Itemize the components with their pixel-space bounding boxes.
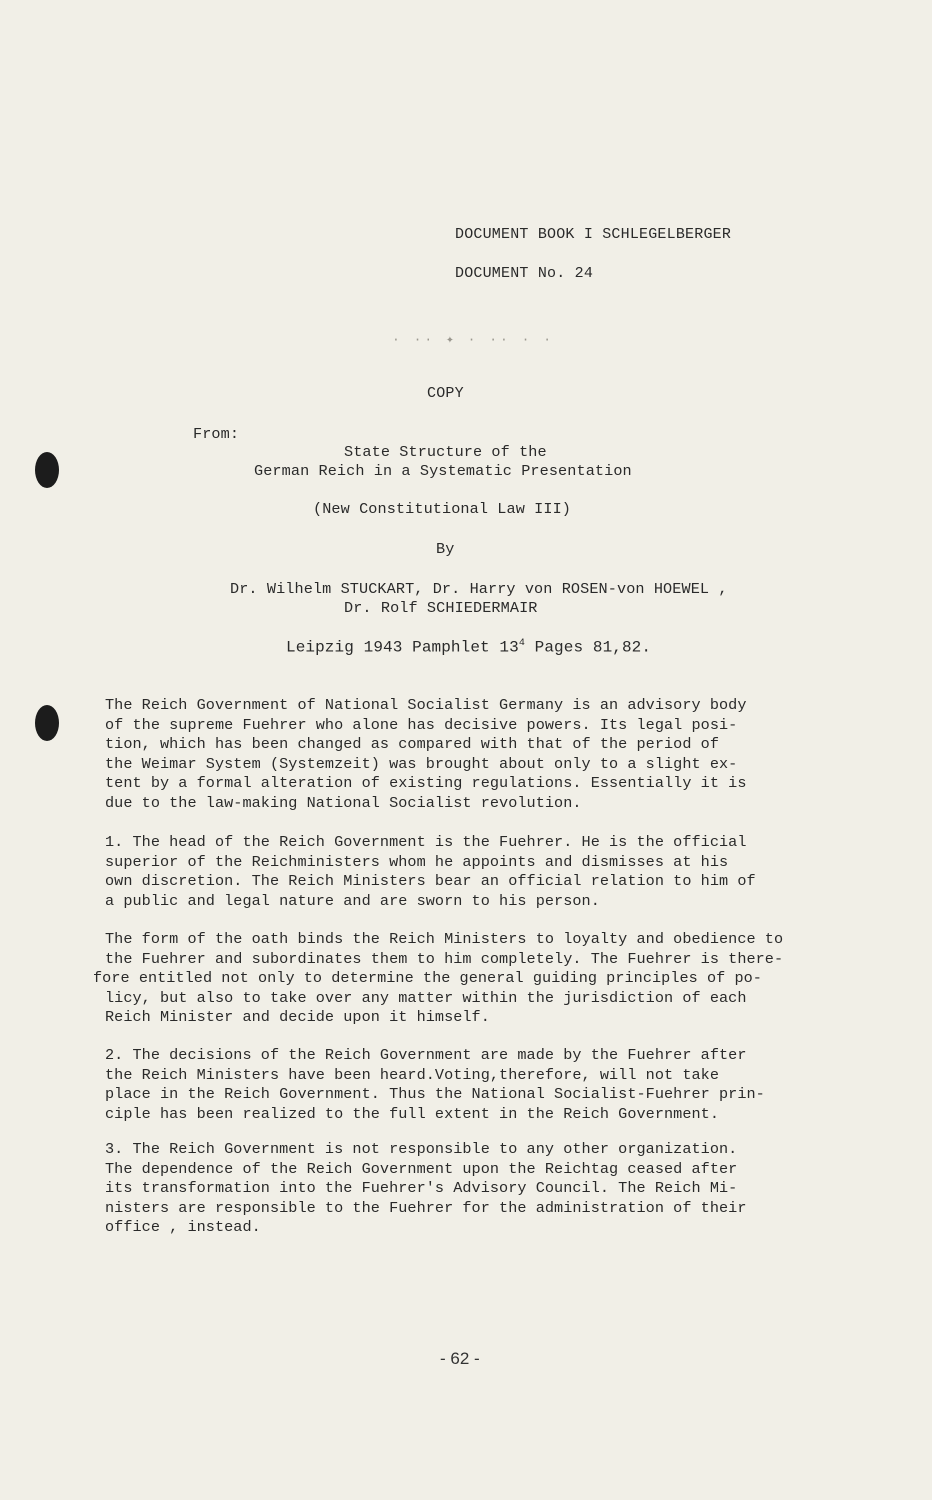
text-line: a public and legal nature and are sworn to his person. xyxy=(105,891,600,910)
text-line: nisters are responsible to the Fuehrer for the administration of their xyxy=(105,1198,747,1217)
authors-line2: Dr. Rolf SCHIEDERMAIR xyxy=(344,599,538,617)
text-line: its transformation into the Fuehrer's Advisory Council. The Reich Mi- xyxy=(105,1179,738,1198)
paragraph-oath xyxy=(93,930,825,1028)
source-title-line2: German Reich in a Systematic Presentation xyxy=(254,462,632,480)
paragraph-intro xyxy=(105,696,825,814)
publication-place-pamphlet: Leipzig 1943 Pamphlet 13 xyxy=(286,638,519,657)
copy-label: COPY xyxy=(427,385,464,402)
paragraph-2 xyxy=(105,1046,825,1124)
text-line: the Fuehrer and subordinates them to him completely. The Fuehrer is there- xyxy=(105,949,784,968)
text-line: superior of the Reichministers whom he appoints and dismisses at his xyxy=(105,852,729,871)
text-line: Reich Minister and decide upon it himself. xyxy=(105,1008,490,1027)
punch-hole-bottom xyxy=(35,705,59,741)
paragraph-3 xyxy=(105,1140,825,1238)
publication-pages: Pages 81,82. xyxy=(524,638,652,657)
text-line: due to the law-making National Socialist revolution. xyxy=(105,793,582,812)
text-line: own discretion. The Reich Ministers bear an official relation to him of xyxy=(105,872,756,891)
text-line: ciple has been realized to the full extent in the Reich Government. xyxy=(105,1104,719,1123)
document-book-label: DOCUMENT BOOK I SCHLEGELBERGER xyxy=(455,226,732,243)
source-subtitle: (New Constitutional Law III) xyxy=(313,500,571,518)
publication-info xyxy=(286,638,651,656)
page-number: - 62 - xyxy=(440,1349,480,1368)
text-line: The Reich Government of National Socialist Germany is an advisory body xyxy=(105,696,747,714)
text-line: tent by a formal alteration of existing regulations. Essentially it is xyxy=(105,774,747,793)
text-line: the Weimar System (Systemzeit) was brought about only to a slight ex- xyxy=(105,754,738,773)
text-line: place in the Reich Government. Thus the National Socialist-Fuehrer prin- xyxy=(105,1085,765,1104)
text-line: the Reich Ministers have been heard.Voting,therefore, will not take xyxy=(105,1065,719,1084)
by-label: By xyxy=(436,540,455,558)
paragraph-1 xyxy=(105,833,825,911)
authors-line1: Dr. Wilhelm STUCKART, Dr. Harry von ROSEN-von HOEWEL , xyxy=(230,580,728,598)
from-label: From: xyxy=(193,425,240,443)
source-title-line1: State Structure of the xyxy=(344,443,547,461)
pamphlet-superscript: 4 xyxy=(518,638,525,649)
text-line: 1. The head of the Reich Government is the Fuehrer. He is the official xyxy=(105,833,747,851)
faint-stamp-mark: · ·· ✦ · ·· · · xyxy=(392,332,555,347)
text-line: of the supreme Fuehrer who alone has decisive powers. Its legal posi- xyxy=(105,715,738,734)
text-line: 2. The decisions of the Reich Government are made by the Fuehrer after xyxy=(105,1046,747,1064)
text-line: licy, but also to take over any matter within the jurisdiction of each xyxy=(105,988,747,1007)
punch-hole-top xyxy=(35,452,59,488)
text-line: The dependence of the Reich Government upon the Reichtag ceased after xyxy=(105,1159,738,1178)
text-line: office , instead. xyxy=(105,1218,261,1237)
text-line: 3. The Reich Government is not responsible to any other organization. xyxy=(105,1140,738,1158)
text-line: The form of the oath binds the Reich Ministers to loyalty and obedience to xyxy=(105,930,784,948)
text-line: fore entitled not only to determine the general guiding principles of po- xyxy=(93,969,762,988)
text-line: tion, which has been changed as compared with that of the period of xyxy=(105,735,719,754)
document-number: DOCUMENT No. 24 xyxy=(455,265,594,282)
